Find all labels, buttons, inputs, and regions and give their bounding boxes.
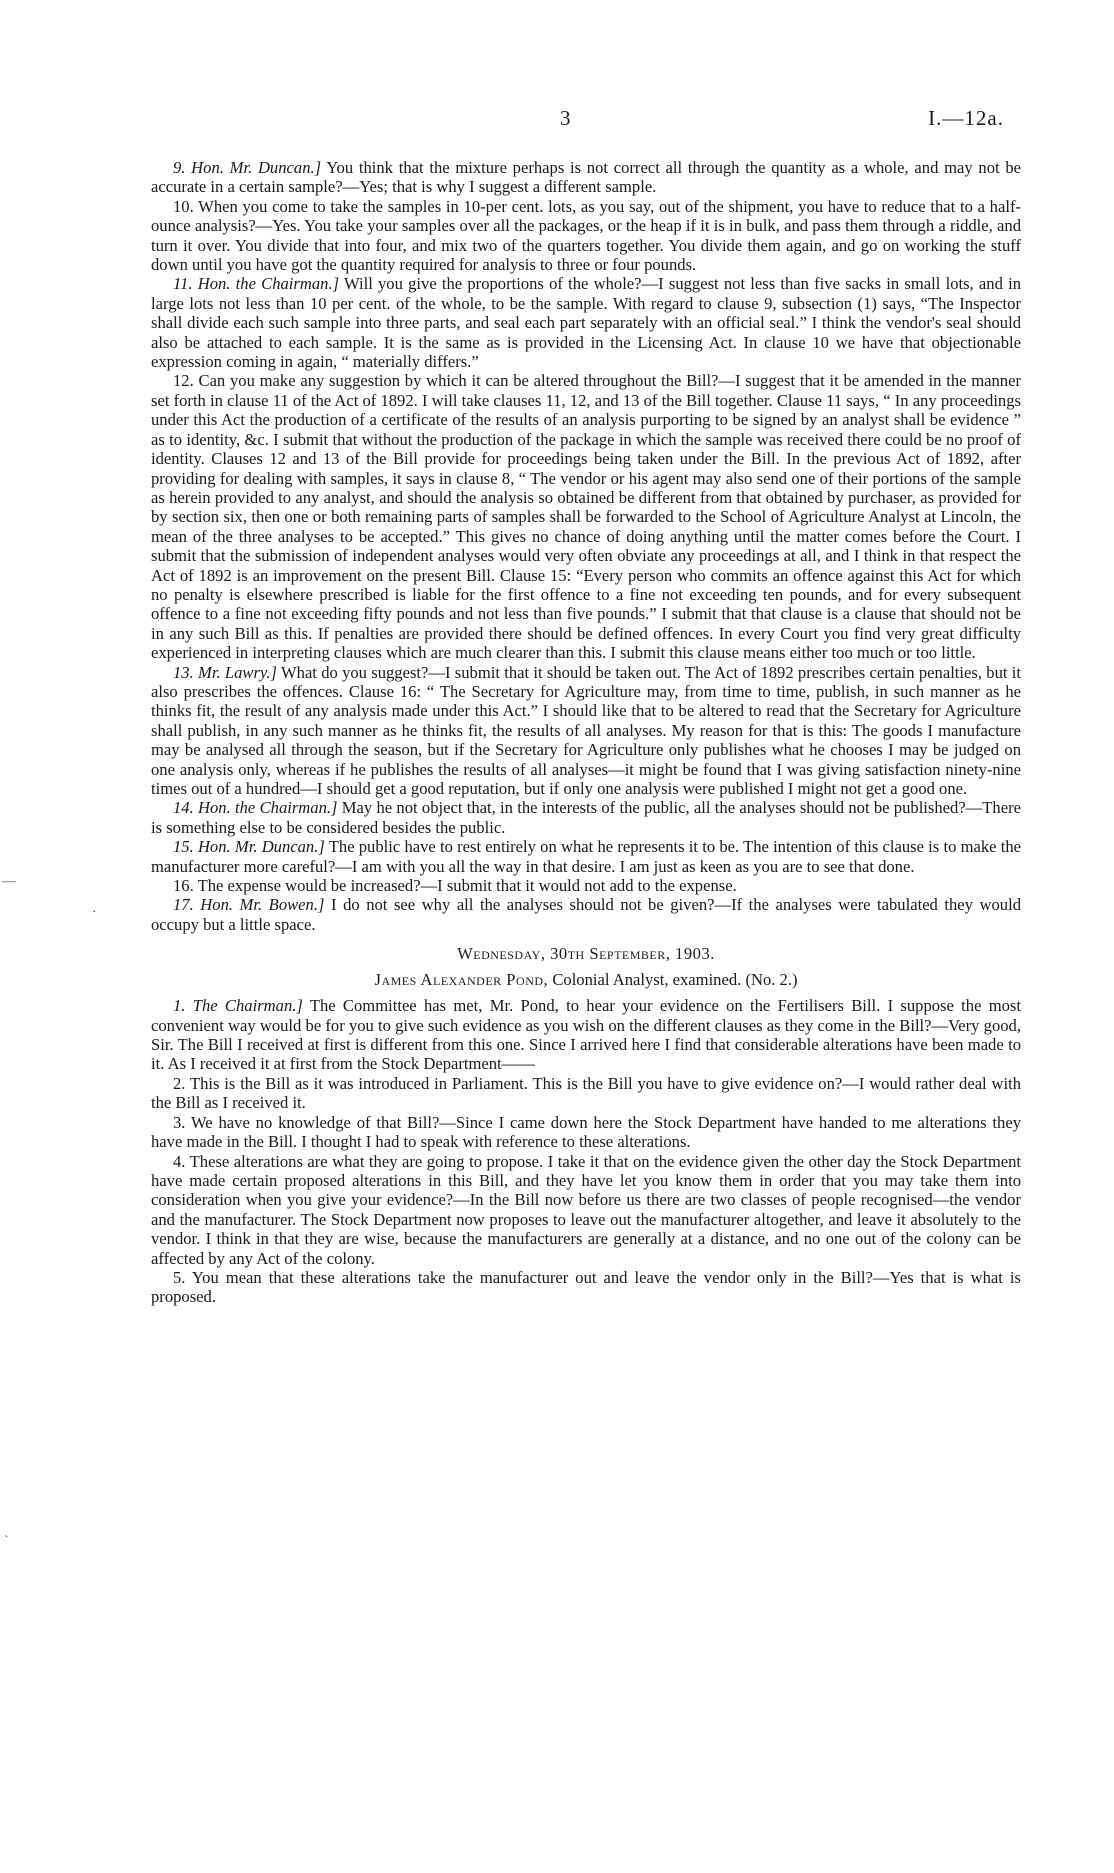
question-paragraph: [151, 158, 1021, 197]
evidence-section-2: [151, 996, 1021, 1307]
speaker: 1. The Chairman.]: [173, 996, 303, 1016]
paragraph-text: 5. You mean that these alterations take the manufacturer out and leave the vendor only in the Bill?—Yes that is what is proposed.: [151, 1267, 1021, 1307]
witness-heading: [151, 970, 1021, 990]
speaker: 14. Hon. the Chairman.]: [173, 798, 338, 818]
page-body: [151, 158, 1021, 1307]
margin-mark: `: [4, 1534, 9, 1549]
question-paragraph: [151, 837, 1021, 876]
paragraph-text: 12. Can you make any suggestion by which it can be altered throughout the Bill?—I suggest that it be amended in the manner set forth in clause 11 of the Act of 1892. I will take clauses 11, 12, and 13 of the Bill together. Clause 11 says, “ In any proceedings under this Act the production of a certificate of the results of an analysis purporting to be signed by an analyst shall be evidence ” as to identity, &c. I submit that without the production of the package in which the sample was received there could be no proof of identity. Clauses 12 and 13 of the Bill provide for proceedings being taken under the Bill. In the previous Act of 1892, after providing for dealing with samples, it says in clause 8, “ The vendor or his agent may also send one of their portions of the sample as herein provided to any analyst, and should the analysis so obtained be different from that obtained by purchaser, as provided for by section six, then one or both remaining parts of samples shall be forwarded to the School of Agriculture Analyst at Lincoln, the mean of the three analyses to be accepted.” This gives no chance of doing anything until the matter comes before the Court. I submit that the submission of independent analyses would very often obviate any proceedings at all, and I think in that respect the Act of 1892 is an improvement on the present Bill. Clause 15: “Every person who commits an offence against this Act for which no penalty is elsewhere prescribed is liable for the first offence to a fine not exceeding ten pounds, and for every subsequent offence to a fine not exceeding fifty pounds and not less than five pounds.” I submit that that clause is a clause that should not be in any such Bill as this. If penalties are provided there should be defined offences. In every Court you find very great difficulty experienced in interpreting clauses which are much clearer than this. I submit this clause means either too much or too little.: [151, 371, 1021, 663]
question-paragraph: [151, 895, 1021, 934]
question-paragraph: [151, 274, 1021, 371]
document-reference: I.—12a.: [928, 106, 1004, 130]
paragraph-text: I do not see why all the analyses should not be given?—If the analyses were tabulated they would occupy but a little space.: [151, 895, 1021, 934]
question-paragraph: [151, 798, 1021, 837]
speaker: 13. Mr. Lawry.]: [173, 662, 277, 682]
paragraph-text: Will you give the proportions of the whole?—I suggest not less than five sacks in small lots, and in large lots not less than 10 per cent. of the whole, to be the sample. With regard to clause 9, subsection (1) says, “The Inspector shall divide each such sample into three parts, and seal each part separately with an official seal.” I think the vendor's seal should also be attached to each sample. It is the same as is provided in the Licensing Act. In clause 10 we have that objectionable expression coming in again, “ materially differs.”: [151, 274, 1021, 372]
question-paragraph: [151, 996, 1021, 1074]
witness-role: Colonial Analyst, examined. (No. 2.): [548, 970, 798, 990]
question-paragraph: [151, 663, 1021, 799]
speaker: 9. Hon. Mr. Duncan.]: [173, 158, 322, 177]
paragraph-text: 10. When you come to take the samples in 10-per cent. lots, as you say, out of the shipment, you have to reduce that to a half-ounce analysis?—Yes. You take your samples over all the packages, or the heap if it is in bulk, and pass them through a riddle, and turn it over. You divide that into four, and mix two of the quarters together. You divide them again, and go on working the stuff down until you have got the quantity required for analysis to three or four pounds.: [151, 196, 1021, 275]
margin-mark: —: [2, 874, 16, 889]
speaker: 15. Hon. Mr. Duncan.]: [173, 837, 325, 857]
paragraph-text: May he not object that, in the interests of the public, all the analyses should not be published?—There is something else to be considered besides the public.: [151, 798, 1021, 837]
paragraph-text: You think that the mixture perhaps is not correct all through the quantity as a whole, and may not be accurate in a certain sample?—Yes; that is why I suggest a different sample.: [151, 158, 1021, 197]
paragraph-text: 16. The expense would be increased?—I submit that it would not add to the expense.: [173, 876, 737, 896]
witness-name: James Alexander Pond,: [374, 970, 549, 990]
evidence-section-1: [151, 158, 1021, 934]
question-paragraph: [151, 1113, 1021, 1152]
paragraph-text: The public have to rest entirely on what he represents it to be. The intention of this clause is to make the manufacturer more careful?—I am with you all the way in that desire. I am just as keen as you are to see that done.: [151, 837, 1021, 876]
question-paragraph: [151, 876, 1021, 895]
speaker: 11. Hon. the Chairman.]: [173, 274, 340, 294]
question-paragraph: [151, 197, 1021, 275]
page-number: 3: [560, 106, 571, 130]
paragraph-text: 2. This is the Bill as it was introduced in Parliament. This is the Bill you have to give evidence on?—I would rather deal with the Bill as I received it.: [151, 1073, 1021, 1113]
paragraph-text: 3. We have no knowledge of that Bill?—Since I came down here the Stock Department have handed to me alterations they have made in the Bill. I thought I had to speak with reference to these alterations.: [151, 1112, 1021, 1152]
question-paragraph: [151, 1268, 1021, 1307]
paragraph-text: 4. These alterations are what they are going to propose. I take it that on the evidence given the other day the Stock Department have made certain proposed alterations in this Bill, and they have let you know them in order that you may take them into consideration when you give your evidence?—In the Bill now before us there are two classes of people recognised—the vendor and the manufacturer. The Stock Department now proposes to leave out the manufacturer altogether, and leave it absolutely to the vendor. I think in that they are wise, because the manufacturers are generally at a distance, and no one out of the colony can be affected by any Act of the colony.: [151, 1151, 1021, 1268]
margin-mark: ·: [92, 905, 97, 920]
question-paragraph: [151, 1074, 1021, 1113]
page-header: [0, 106, 1114, 132]
paragraph-text: The Committee has met, Mr. Pond, to hear your evidence on the Fertilisers Bill. I suppose the most convenient way would be for you to give such evidence as you wish on the different clauses as they come in the Bill?—Very good, Sir. The Bill I received at first is different from this one. Since I arrived here I find that considerable alterations have been made to it. As I received it at first from the Stock Department——: [151, 996, 1021, 1074]
question-paragraph: [151, 371, 1021, 662]
question-paragraph: [151, 1152, 1021, 1268]
date-heading: Wednesday, 30th September, 1903.: [457, 944, 715, 964]
paragraph-text: What do you suggest?—I submit that it should be taken out. The Act of 1892 prescribes certain penalties, but it also prescribes the offences. Clause 16: “ The Secretary for Agriculture may, from time to time, publish, in such manner as he thinks fit, the result of any analysis made under this Act.” I should like that to be altered to read that the Secretary for Agriculture shall publish, in any such manner as he thinks fit, the results of all analyses. My reason for that is this: The goods I manufacture may be analysed all through the season, but if the Secretary for Agriculture only publishes what he chooses I may be judged on one analysis only, whereas if he publishes the results of all analyses—it might be found that I was giving satisfaction ninety-nine times out of a hundred—I should get a good reputation, but if only one analysis were published I might not get a good one.: [151, 662, 1021, 798]
speaker: 17. Hon. Mr. Bowen.]: [173, 895, 325, 915]
